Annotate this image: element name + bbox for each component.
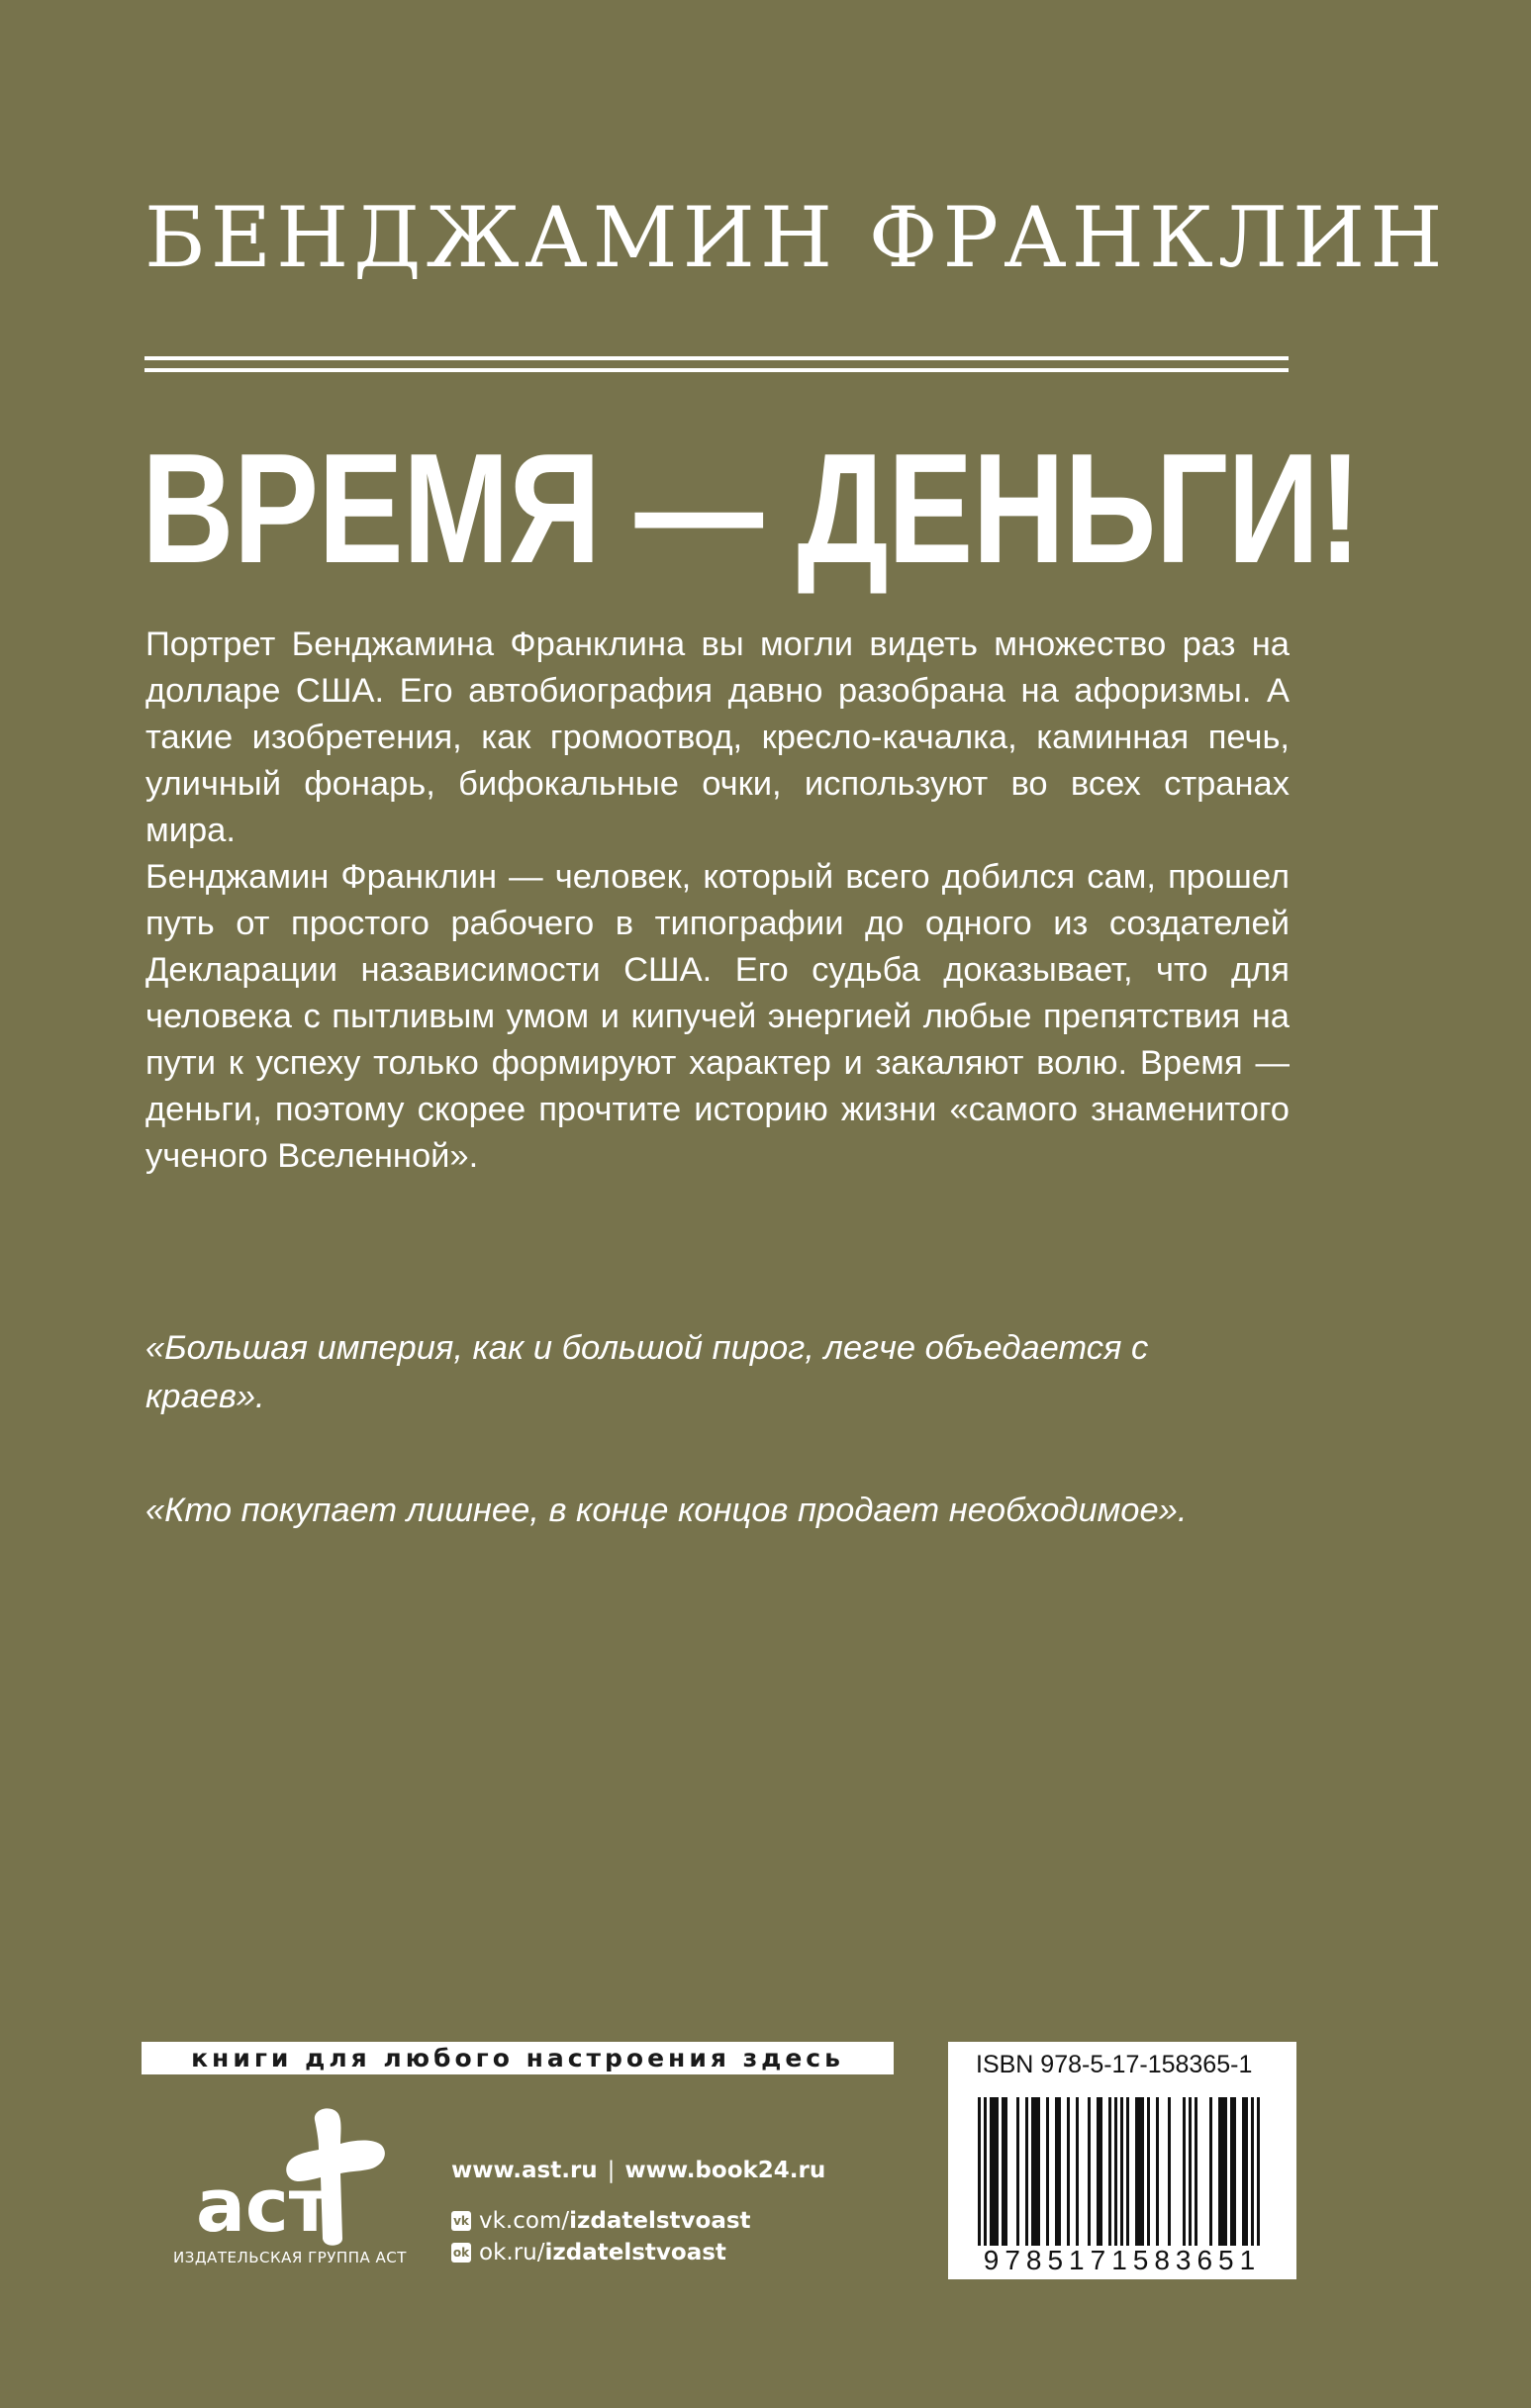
social-handle: izdatelstvoast [569,2208,751,2234]
social-link-ok[interactable] [451,2237,825,2268]
barcode-bar [1016,2097,1019,2246]
double-rule-top [144,356,1289,360]
barcode-bar [1097,2097,1100,2246]
slogan-bar: книги для любого настроения здесь [142,2042,894,2074]
barcode-bar [1257,2097,1260,2246]
barcode-bar [1055,2097,1058,2246]
barcode-bar [1138,2097,1141,2246]
social-handle: izdatelstvoast [544,2240,726,2265]
barcode-bar [996,2097,999,2246]
barcode-bar [1046,2097,1049,2246]
annotation-paragraph-1: Портрет Бенджамина Франклина вы могли видеть множество раз на долларе США. Его автобиография давно разобрана на афоризмы. А такие изобретения, как громоотвод, кресло-качалка, каминная печь, уличный фонарь, бифокальные очки, используют во всех странах мира. [145,626,1290,849]
barcode-bar [1067,2097,1070,2246]
barcode-bar [990,2097,993,2246]
barcode-bar [1031,2097,1034,2246]
quote-1: «Большая империя, как и большой пирог, легче объедается с краев». [145,1329,1149,1415]
barcode-bar [1195,2097,1197,2246]
barcode-bar [1230,2097,1233,2246]
barcode-bar [1025,2097,1028,2246]
barcode-bar [1141,2097,1144,2246]
barcode-bar [1120,2097,1123,2246]
quote-2: «Кто покупает лишнее, в конце концов продает необходимое». [145,1492,1188,1529]
isbn-box [948,2042,1296,2279]
barcode-bar [984,2097,987,2246]
barcode-bar [1156,2097,1159,2246]
website-link-book24[interactable]: www.book24.ru [624,2158,826,2183]
barcode-bar [1183,2097,1186,2246]
annotation-paragraph-2: Бенджамин Франклин — человек, который всего добился сам, прошел путь от простого рабочего в типографии до одного из создателей Декларации назависимости США. Его судьба доказывает, что для человека с пытливым умом и кипучей энергией любые препятствия на пути к успеху только формируют характер и закаляют волю. Время — деньги, поэтому скорее прочтите историю жизни «самого знаменитого ученого Вселенной». [145,858,1290,1175]
social-link-vk[interactable] [451,2205,825,2237]
barcode-bar [1209,2097,1212,2246]
book-title: ВРЕМЯ — ДЕНЬГИ! [142,422,1361,596]
barcode-bar [1076,2097,1079,2246]
barcode-bar [1058,2097,1061,2246]
barcode-bar [1224,2097,1227,2246]
link-separator: | [607,2158,616,2183]
barcode-bar [1135,2097,1138,2246]
barcode-bar [993,2097,996,2246]
isbn-number: ISBN 978-5-17-158365-1 [976,2051,1253,2078]
barcode-digits: 9785171583651 [983,2245,1262,2275]
barcode-bar [1034,2097,1037,2246]
barcode-bar [1126,2097,1129,2246]
barcode-bar [1002,2097,1005,2246]
double-rule-bottom [144,368,1289,372]
barcode-bar [1037,2097,1040,2246]
annotation [145,622,1290,1180]
barcode-bar [1108,2097,1111,2246]
vk-icon: vk [451,2211,471,2231]
barcode [948,2089,1296,2258]
barcode-bar [1251,2097,1254,2246]
barcode-bar [1245,2097,1248,2246]
ok-icon: ok [451,2243,471,2263]
barcode-bar [978,2097,981,2246]
barcode-bar [1088,2097,1091,2246]
website-link-ast[interactable]: www.ast.ru [451,2158,598,2183]
website-links [451,2158,825,2183]
ast-logo-text: аст [196,2164,332,2249]
barcode-bar [1218,2097,1221,2246]
author-name: БЕНДЖАМИН ФРАНКЛИН [144,189,1448,286]
barcode-bar [1168,2097,1171,2246]
barcode-bar [1221,2097,1224,2246]
ast-logo-icon [166,2100,424,2249]
barcode-bar [1147,2097,1150,2246]
social-prefix: ok.ru/ [479,2240,545,2265]
social-prefix: vk.com/ [479,2208,570,2234]
barcode-bar [1242,2097,1245,2246]
barcode-bar [1005,2097,1007,2246]
barcode-bar [1189,2097,1192,2246]
ast-logo [166,2100,424,2249]
barcode-bar [1114,2097,1117,2246]
barcode-bar [1100,2097,1102,2246]
barcode-bar [1233,2097,1236,2246]
publisher-name: ИЗДАТЕЛЬСКАЯ ГРУППА АСТ [173,2249,407,2266]
publisher-links [451,2158,825,2268]
